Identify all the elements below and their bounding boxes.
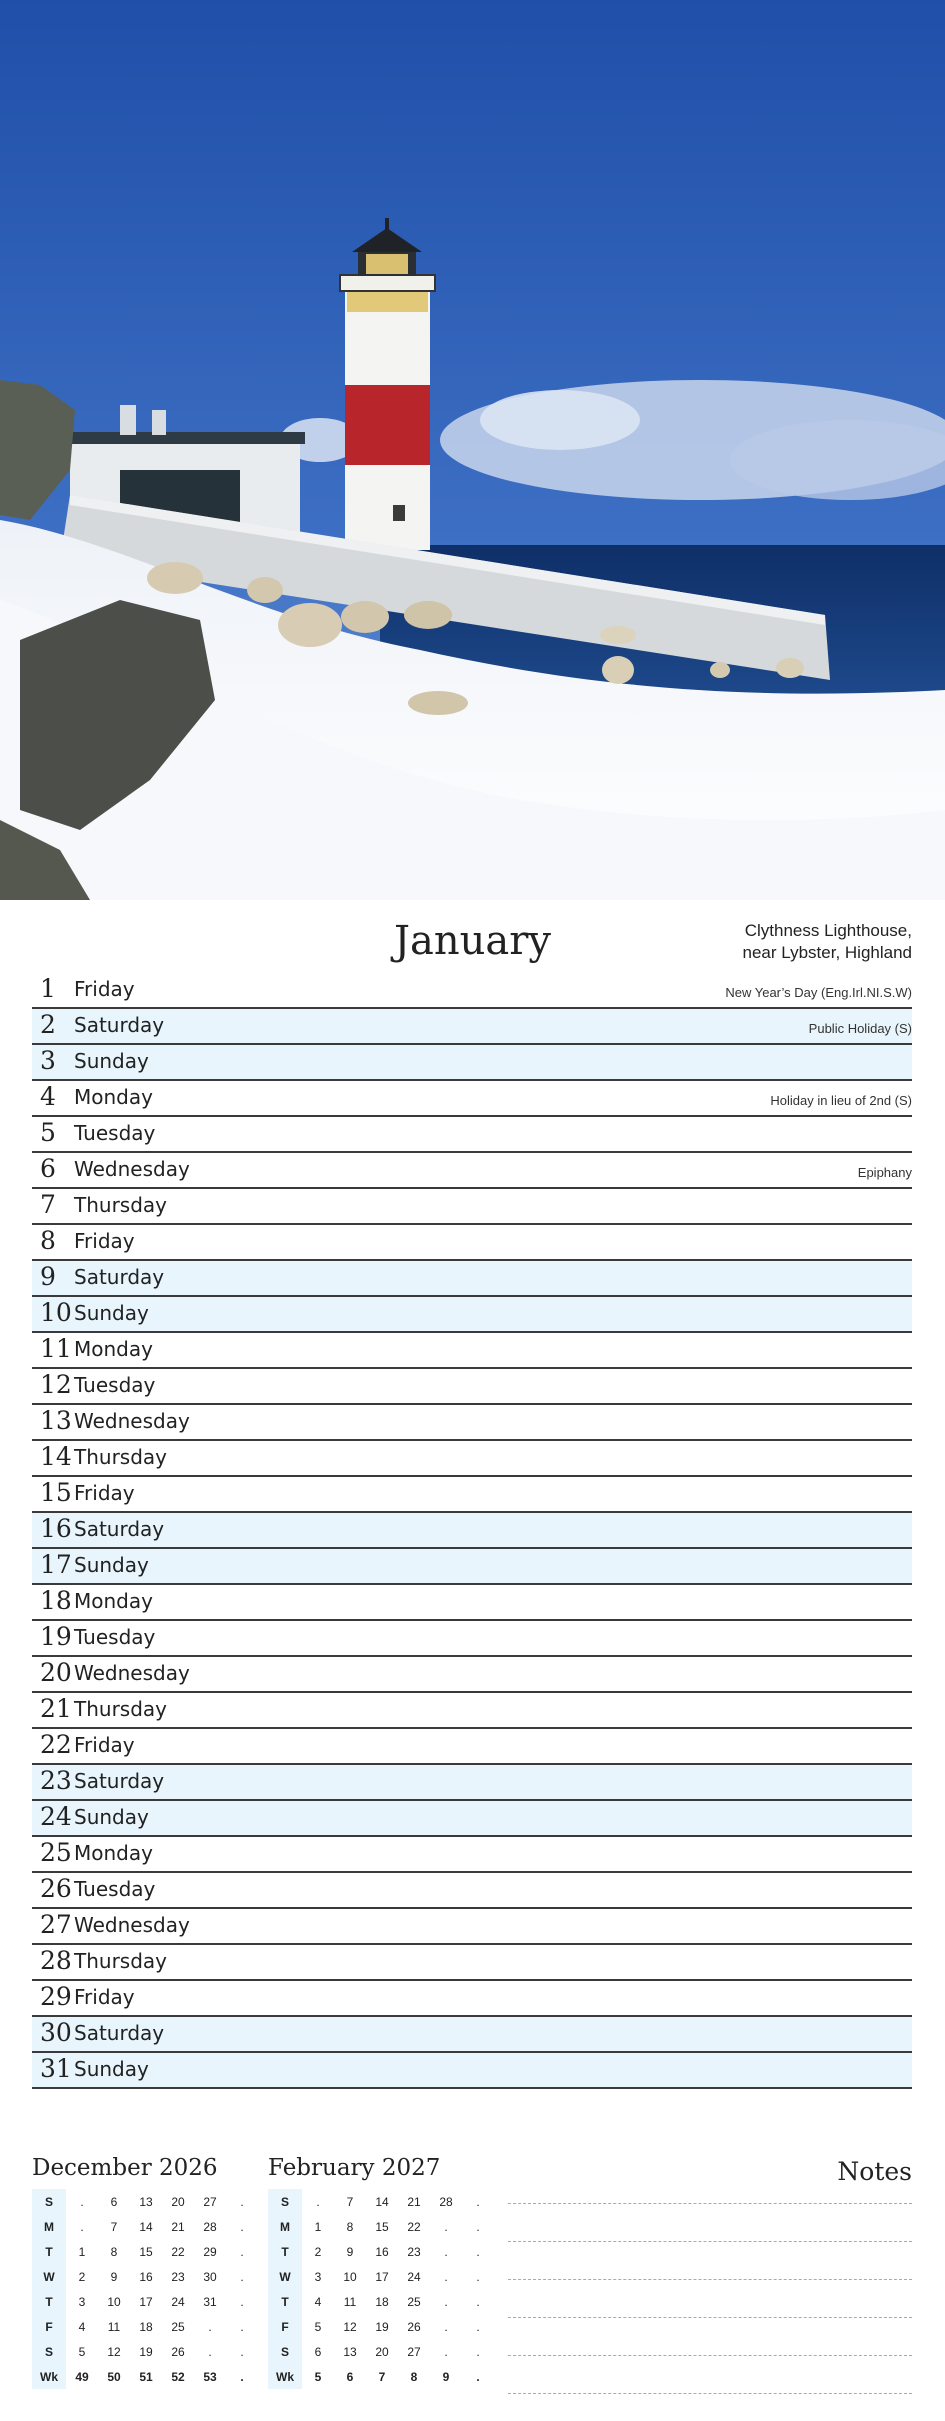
date-cell: 17: [139, 2294, 153, 2309]
day-number: 2: [40, 1010, 56, 1039]
date-cell: 12: [107, 2344, 121, 2359]
weekday-label: S: [32, 2339, 66, 2364]
notes-line[interactable]: [508, 2393, 912, 2394]
holiday-note: Epiphany: [857, 1165, 912, 1180]
date-cell: 16: [139, 2269, 153, 2284]
mini-calendar-row: [32, 2189, 258, 2214]
date-cell: .: [316, 2194, 320, 2209]
day-name: Thursday: [74, 1697, 167, 1721]
day-name: Monday: [74, 1085, 153, 1109]
day-name: Wednesday: [74, 1409, 190, 1433]
date-cell: .: [240, 2244, 244, 2259]
date-cell: 21: [171, 2219, 185, 2234]
mini-calendar-row: [32, 2314, 258, 2339]
day-row[interactable]: [32, 1549, 912, 1585]
date-cell: 19: [375, 2319, 389, 2334]
photo-caption: [743, 920, 912, 964]
day-name: Sunday: [74, 1805, 149, 1829]
mini-calendar-december: [32, 2155, 258, 2389]
day-number: 10: [40, 1298, 72, 1327]
date-cell: 23: [407, 2244, 421, 2259]
weekday-label: W: [32, 2264, 66, 2289]
date-cell: 26: [171, 2344, 185, 2359]
date-cell: 11: [107, 2319, 121, 2334]
day-row[interactable]: [32, 1189, 912, 1225]
day-number: 16: [40, 1514, 72, 1543]
date-cell: .: [240, 2294, 244, 2309]
date-cell: .: [476, 2244, 480, 2259]
date-cell: 12: [343, 2319, 357, 2334]
day-name: Monday: [74, 1841, 153, 1865]
day-row[interactable]: [32, 2017, 912, 2053]
day-number: 15: [40, 1478, 72, 1507]
day-number: 14: [40, 1442, 72, 1471]
date-cell: 8: [110, 2244, 118, 2259]
day-row[interactable]: [32, 1045, 912, 1081]
weekday-label: W: [268, 2264, 302, 2289]
day-number: 8: [40, 1226, 56, 1255]
weekday-label: M: [268, 2214, 302, 2239]
day-name: Friday: [74, 977, 135, 1001]
date-cell: .: [240, 2369, 244, 2384]
date-cell: .: [444, 2319, 448, 2334]
day-row[interactable]: [32, 1873, 912, 1909]
day-name: Sunday: [74, 1301, 149, 1325]
day-row[interactable]: [32, 2053, 912, 2089]
date-cell: 19: [139, 2344, 153, 2359]
date-cell: 20: [375, 2344, 389, 2359]
date-cell: 1: [78, 2244, 86, 2259]
date-cell: .: [240, 2219, 244, 2234]
notes-line[interactable]: [508, 2317, 912, 2318]
notes-line[interactable]: [508, 2203, 912, 2204]
day-row[interactable]: [32, 1369, 912, 1405]
day-number: 27: [40, 1910, 72, 1939]
mini-calendar-row: [32, 2339, 258, 2364]
mini-calendar-row: [268, 2264, 494, 2289]
day-row[interactable]: [32, 1441, 912, 1477]
date-cell: 29: [203, 2244, 217, 2259]
date-cell: .: [80, 2219, 84, 2234]
mini-calendar-grid: [268, 2189, 494, 2389]
day-number: 11: [40, 1334, 72, 1363]
date-cell: 15: [139, 2244, 153, 2259]
date-cell: 30: [203, 2269, 217, 2284]
day-number: 4: [40, 1082, 56, 1111]
notes-line[interactable]: [508, 2241, 912, 2242]
day-row[interactable]: [32, 1081, 912, 1117]
caption-line-2: near Lybster, Highland: [742, 943, 912, 962]
day-number: 20: [40, 1658, 72, 1687]
day-row[interactable]: [32, 1225, 912, 1261]
day-number: 17: [40, 1550, 72, 1579]
mini-calendar-row: [268, 2189, 494, 2214]
date-cell: 7: [378, 2369, 386, 2384]
day-number: 29: [40, 1982, 72, 2011]
day-list: [32, 973, 912, 2089]
date-cell: 10: [107, 2294, 121, 2309]
weekday-label: T: [268, 2239, 302, 2264]
date-cell: .: [444, 2269, 448, 2284]
date-cell: 13: [139, 2194, 153, 2209]
day-number: 9: [40, 1262, 56, 1291]
day-row[interactable]: [32, 1693, 912, 1729]
day-name: Saturday: [74, 2021, 165, 2045]
mini-calendar-february: [268, 2155, 494, 2389]
date-cell: 14: [375, 2194, 389, 2209]
date-cell: 2: [78, 2269, 86, 2284]
day-row[interactable]: [32, 1009, 912, 1045]
weekday-label: S: [268, 2189, 302, 2214]
date-cell: 20: [171, 2194, 185, 2209]
day-row[interactable]: [32, 1261, 912, 1297]
date-cell: 5: [314, 2369, 322, 2384]
date-cell: 50: [107, 2369, 121, 2384]
day-number: 12: [40, 1370, 72, 1399]
date-cell: 7: [346, 2194, 354, 2209]
date-cell: .: [476, 2319, 480, 2334]
day-row[interactable]: [32, 1837, 912, 1873]
day-row[interactable]: [32, 1621, 912, 1657]
day-name: Monday: [74, 1589, 153, 1613]
date-cell: .: [240, 2194, 244, 2209]
lighthouse-photo: [0, 0, 945, 900]
day-row[interactable]: [32, 1585, 912, 1621]
date-cell: 25: [171, 2319, 185, 2334]
date-cell: 4: [78, 2319, 86, 2334]
mini-calendar-row: [32, 2264, 258, 2289]
day-name: Tuesday: [74, 1121, 156, 1145]
day-row[interactable]: [32, 1333, 912, 1369]
day-number: 5: [40, 1118, 56, 1147]
date-cell: .: [208, 2319, 212, 2334]
date-cell: 49: [75, 2369, 89, 2384]
date-cell: 31: [203, 2294, 217, 2309]
month-title: January: [394, 918, 551, 964]
date-cell: .: [476, 2219, 480, 2234]
date-cell: 9: [346, 2244, 354, 2259]
mini-calendar-row: [268, 2314, 494, 2339]
notes-line[interactable]: [508, 2355, 912, 2356]
day-name: Wednesday: [74, 1913, 190, 1937]
date-cell: .: [444, 2244, 448, 2259]
mini-calendar-row: [32, 2239, 258, 2264]
day-name: Friday: [74, 1733, 135, 1757]
date-cell: 26: [407, 2319, 421, 2334]
day-number: 19: [40, 1622, 72, 1651]
date-cell: .: [444, 2344, 448, 2359]
date-cell: .: [444, 2294, 448, 2309]
day-number: 25: [40, 1838, 72, 1867]
date-cell: 17: [375, 2269, 389, 2284]
day-name: Wednesday: [74, 1661, 190, 1685]
day-number: 7: [40, 1190, 56, 1219]
mini-calendar-title: December 2026: [32, 2155, 218, 2181]
day-row[interactable]: [32, 1981, 912, 2017]
day-name: Sunday: [74, 1553, 149, 1577]
date-cell: 3: [78, 2294, 86, 2309]
date-cell: 21: [407, 2194, 421, 2209]
date-cell: 23: [171, 2269, 185, 2284]
day-row[interactable]: [32, 1297, 912, 1333]
date-cell: 13: [343, 2344, 357, 2359]
date-cell: .: [476, 2269, 480, 2284]
day-row[interactable]: [32, 1405, 912, 1441]
date-cell: 51: [139, 2369, 153, 2384]
weekday-label: F: [32, 2314, 66, 2339]
day-number: 21: [40, 1694, 72, 1723]
date-cell: .: [240, 2269, 244, 2284]
date-cell: .: [476, 2194, 480, 2209]
date-cell: 16: [375, 2244, 389, 2259]
date-cell: 22: [171, 2244, 185, 2259]
date-cell: 28: [439, 2194, 453, 2209]
day-row[interactable]: [32, 1657, 912, 1693]
day-name: Sunday: [74, 1049, 149, 1073]
date-cell: 24: [171, 2294, 185, 2309]
notes-line[interactable]: [508, 2279, 912, 2280]
day-row[interactable]: [32, 1117, 912, 1153]
day-name: Tuesday: [74, 1877, 156, 1901]
date-cell: 6: [110, 2194, 118, 2209]
weekday-label: T: [32, 2289, 66, 2314]
date-cell: 9: [110, 2269, 118, 2284]
weekday-label: S: [32, 2189, 66, 2214]
day-number: 28: [40, 1946, 72, 1975]
date-cell: 11: [343, 2294, 357, 2309]
date-cell: .: [208, 2344, 212, 2359]
day-name: Saturday: [74, 1013, 165, 1037]
mini-calendar-row: [32, 2364, 258, 2389]
weekday-label: M: [32, 2214, 66, 2239]
day-name: Monday: [74, 1337, 153, 1361]
day-name: Sunday: [74, 2057, 149, 2081]
date-cell: 5: [314, 2319, 322, 2334]
date-cell: 5: [78, 2344, 86, 2359]
weekday-label: T: [268, 2289, 302, 2314]
date-cell: .: [476, 2344, 480, 2359]
weekday-label: S: [268, 2339, 302, 2364]
day-row[interactable]: [32, 1801, 912, 1837]
date-cell: 28: [203, 2219, 217, 2234]
day-number: 24: [40, 1802, 72, 1831]
mini-calendar-row: [268, 2239, 494, 2264]
day-name: Saturday: [74, 1517, 165, 1541]
day-name: Saturday: [74, 1265, 165, 1289]
day-row[interactable]: [32, 1765, 912, 1801]
day-number: 1: [40, 974, 56, 1003]
holiday-note: New Year’s Day (Eng.Irl.NI.S.W): [725, 985, 912, 1000]
date-cell: 4: [314, 2294, 322, 2309]
day-row[interactable]: [32, 1153, 912, 1189]
day-name: Thursday: [74, 1949, 167, 1973]
day-name: Tuesday: [74, 1625, 156, 1649]
day-number: 6: [40, 1154, 56, 1183]
day-row[interactable]: [32, 1909, 912, 1945]
date-cell: 8: [346, 2219, 354, 2234]
date-cell: 18: [139, 2319, 153, 2334]
date-cell: .: [444, 2219, 448, 2234]
date-cell: 8: [410, 2369, 418, 2384]
date-cell: .: [476, 2294, 480, 2309]
mini-calendar-title: February 2027: [268, 2155, 441, 2181]
day-number: 23: [40, 1766, 72, 1795]
day-name: Friday: [74, 1985, 135, 2009]
day-name: Thursday: [74, 1445, 167, 1469]
day-name: Friday: [74, 1481, 135, 1505]
day-name: Tuesday: [74, 1373, 156, 1397]
date-cell: .: [240, 2319, 244, 2334]
mini-calendar-row: [32, 2289, 258, 2314]
holiday-note: Public Holiday (S): [808, 1021, 912, 1036]
mini-calendar-row: [268, 2214, 494, 2239]
day-name: Saturday: [74, 1769, 165, 1793]
date-cell: 53: [203, 2369, 217, 2384]
day-row[interactable]: [32, 973, 912, 1009]
date-cell: 6: [314, 2344, 322, 2359]
date-cell: 52: [171, 2369, 185, 2384]
weekday-label: T: [32, 2239, 66, 2264]
date-cell: 1: [314, 2219, 322, 2234]
mini-calendar-row: [32, 2214, 258, 2239]
date-cell: .: [80, 2194, 84, 2209]
holiday-note: Holiday in lieu of 2nd (S): [770, 1093, 912, 1108]
date-cell: 22: [407, 2219, 421, 2234]
date-cell: 3: [314, 2269, 322, 2284]
date-cell: .: [476, 2369, 480, 2384]
day-row[interactable]: [32, 1477, 912, 1513]
day-number: 26: [40, 1874, 72, 1903]
day-number: 31: [40, 2054, 72, 2083]
day-number: 13: [40, 1406, 72, 1435]
weekday-label: Wk: [268, 2364, 302, 2389]
day-name: Wednesday: [74, 1157, 190, 1181]
date-cell: 10: [343, 2269, 357, 2284]
day-name: Friday: [74, 1229, 135, 1253]
day-row[interactable]: [32, 1729, 912, 1765]
day-number: 30: [40, 2018, 72, 2047]
date-cell: 27: [407, 2344, 421, 2359]
date-cell: 18: [375, 2294, 389, 2309]
notes-title: Notes: [837, 2157, 912, 2186]
mini-calendar-row: [268, 2289, 494, 2314]
day-name: Thursday: [74, 1193, 167, 1217]
day-number: 22: [40, 1730, 72, 1759]
mini-calendar-row: [268, 2339, 494, 2364]
caption-line-1: Clythness Lighthouse,: [744, 921, 912, 940]
date-cell: 2: [314, 2244, 322, 2259]
date-cell: 27: [203, 2194, 217, 2209]
date-cell: 6: [346, 2369, 354, 2384]
date-cell: .: [240, 2344, 244, 2359]
day-row[interactable]: [32, 1513, 912, 1549]
mini-calendar-grid: [32, 2189, 258, 2389]
date-cell: 24: [407, 2269, 421, 2284]
date-cell: 7: [110, 2219, 118, 2234]
day-row[interactable]: [32, 1945, 912, 1981]
date-cell: 14: [139, 2219, 153, 2234]
day-number: 3: [40, 1046, 56, 1075]
date-cell: 15: [375, 2219, 389, 2234]
date-cell: 9: [442, 2369, 450, 2384]
mini-calendar-row: [268, 2364, 494, 2389]
day-number: 18: [40, 1586, 72, 1615]
date-cell: 25: [407, 2294, 421, 2309]
weekday-label: Wk: [32, 2364, 66, 2389]
weekday-label: F: [268, 2314, 302, 2339]
